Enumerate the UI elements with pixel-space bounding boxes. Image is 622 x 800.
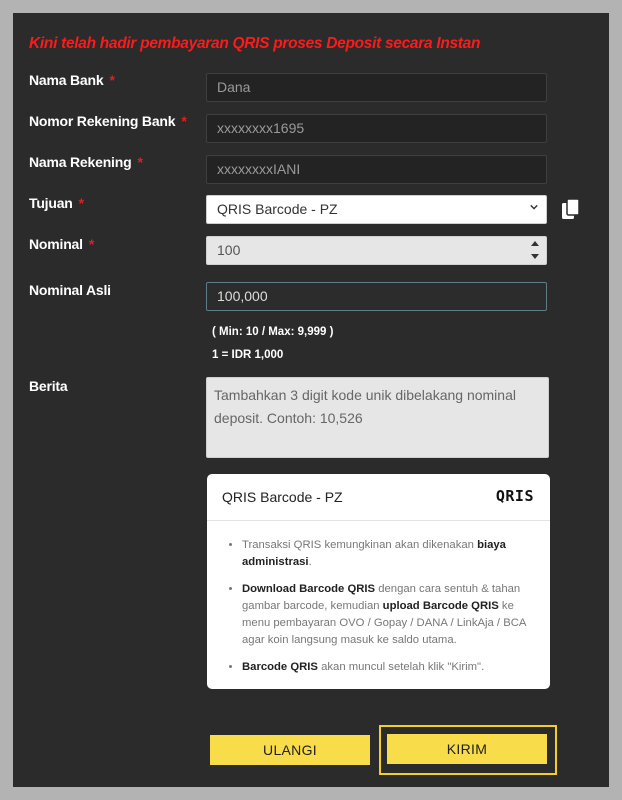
message-label: Berita [29, 378, 68, 394]
reset-button[interactable]: ULANGI [210, 735, 370, 765]
destination-label [29, 195, 84, 211]
required-mark: * [137, 154, 143, 170]
destination-label-text: Tujuan [29, 195, 73, 211]
message-textarea[interactable]: Tambahkan 3 digit kode unik dibelakang nominal deposit. Contoh: 10,526 [206, 377, 549, 458]
bank-name-label-text: Nama Bank [29, 72, 104, 88]
account-name-field[interactable]: xxxxxxxxIANI [206, 155, 547, 184]
list-item: • Barcode QRIS akan muncul setelah klik "Kirim". [242, 659, 536, 676]
qris-logo: QRIS [495, 487, 534, 505]
account-name-label [29, 154, 143, 170]
chevron-down-icon [530, 203, 538, 211]
submit-button[interactable]: KIRIM [387, 734, 547, 764]
qris-card-title: QRIS Barcode - PZ [222, 489, 343, 505]
nominal-value: 100 [217, 242, 241, 258]
limits-note: ( Min: 10 / Max: 9,999 ) [212, 326, 334, 338]
required-mark: * [78, 195, 84, 211]
qris-info-list [207, 537, 550, 676]
rate-note: 1 = IDR 1,000 [212, 349, 284, 361]
account-name-label-text: Nama Rekening [29, 154, 132, 170]
bank-name-label [29, 72, 115, 88]
nominal-asli-label: Nominal Asli [29, 282, 111, 298]
spinner-arrows-icon[interactable] [530, 240, 540, 262]
account-number-label-text: Nomor Rekening Bank [29, 113, 176, 129]
nominal-label [29, 236, 94, 252]
account-number-label [29, 113, 187, 129]
qris-card-header [207, 474, 550, 521]
nominal-input[interactable] [206, 236, 547, 265]
required-mark: * [181, 113, 187, 129]
required-mark: * [109, 72, 115, 88]
required-mark: * [88, 236, 95, 252]
copy-icon[interactable] [561, 198, 581, 222]
destination-selected-value: QRIS Barcode - PZ [217, 201, 338, 217]
account-number-field[interactable]: xxxxxxxx1695 [206, 114, 547, 143]
page-title: Kini telah hadir pembayaran QRIS proses Deposit secara Instan [29, 35, 481, 52]
destination-select[interactable] [206, 195, 547, 224]
list-item: • Transaksi QRIS kemungkinan akan dikenakan biaya administrasi. [242, 537, 536, 571]
qris-info-card [207, 474, 550, 689]
nominal-asli-field[interactable]: 100,000 [206, 282, 547, 311]
nominal-label-text: Nominal [29, 236, 83, 252]
list-item: • Download Barcode QRIS dengan cara sentuh & tahan gambar barcode, kemudian upload Barcode QRIS ke menu pembayaran OVO / Gopay / DANA / LinkAja / BCA agar koin langsung masuk ke saldo utama. [242, 581, 536, 649]
bank-name-field[interactable]: Dana [206, 73, 547, 102]
